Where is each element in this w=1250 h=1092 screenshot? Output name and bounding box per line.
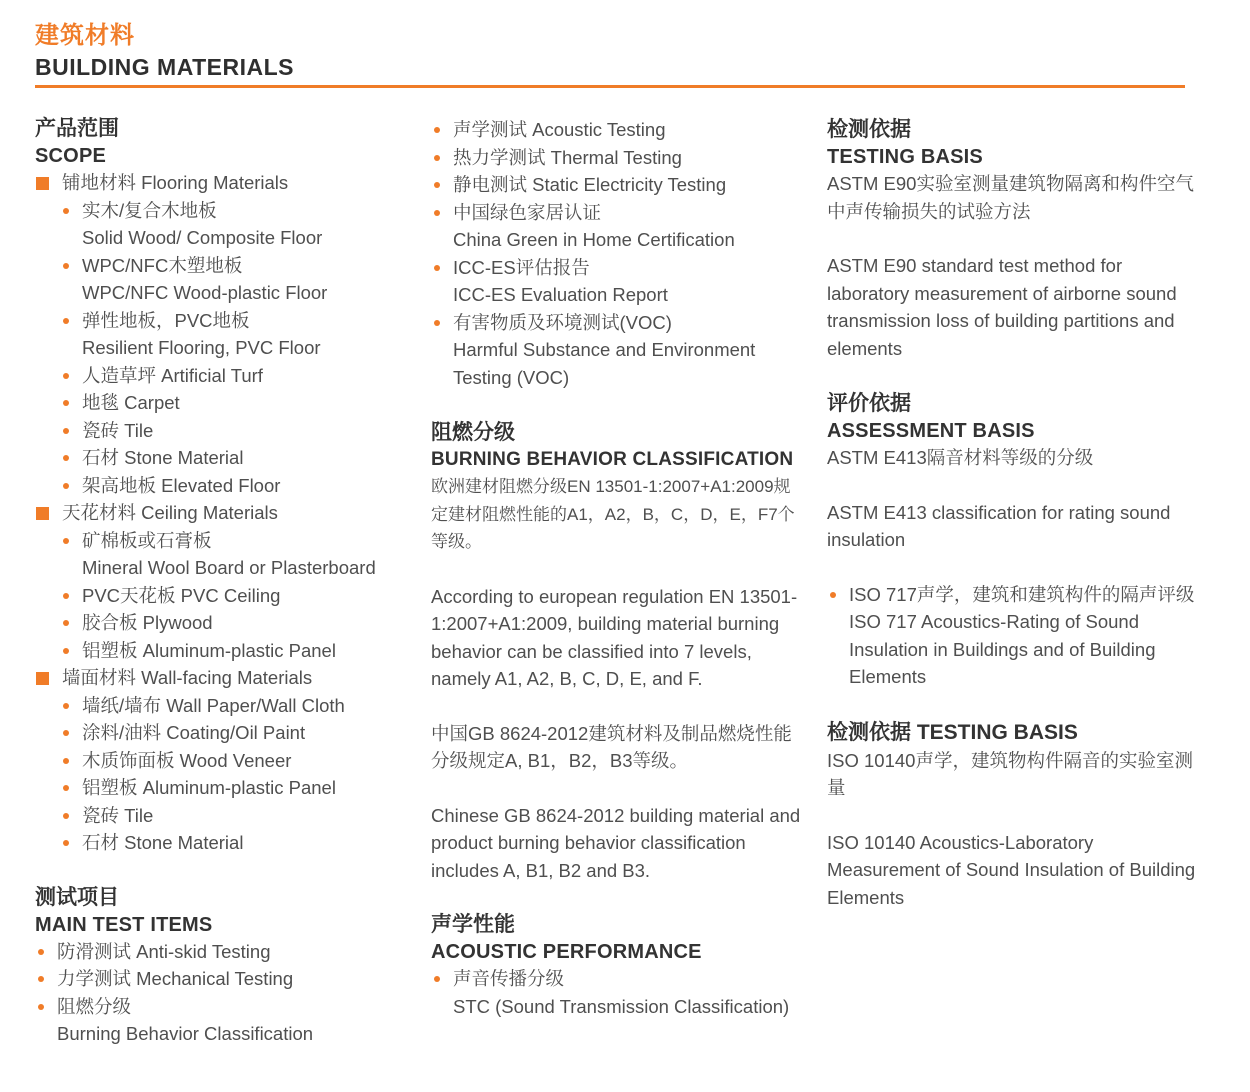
column-right <box>827 116 1197 911</box>
assessment-paragraph-en: ASTM E413 classification for rating sound insulation <box>827 501 1171 550</box>
list-item: ICC-ES评估报告 ICC-ES Evaluation Report <box>431 254 801 309</box>
scope-group-ceiling: 天花材料 Ceiling Materials <box>35 499 405 527</box>
list-item: 静电测试 Static Electricity Testing <box>431 171 801 199</box>
list-item: 声音传播分级 STC (Sound Transmission Classification) <box>431 965 801 1020</box>
list-item: ISO 717声学，建筑和建筑构件的隔声评级 ISO 717 Acoustics-Rating of Sound Insulation in Buildings and of Building Elements <box>827 581 1197 691</box>
list-item: WPC/NFC木塑地板 WPC/NFC Wood-plastic Floor <box>60 252 405 307</box>
acoustic-title-en: ACOUSTIC PERFORMANCE <box>431 941 702 963</box>
scope-group-flooring: 铺地材料 Flooring Materials <box>35 169 405 197</box>
burning-section <box>431 419 801 884</box>
flooring-list <box>35 197 405 500</box>
testing-basis-2-paragraph-cn: ISO 10140声学，建筑物构件隔音的实验室测量 <box>827 749 1193 798</box>
page-header <box>35 20 1185 82</box>
list-item: 实木/复合木地板 Solid Wood/ Composite Floor <box>60 197 405 252</box>
list-item: 声学测试 Acoustic Testing <box>431 116 801 144</box>
burning-paragraph-en-2: Chinese GB 8624-2012 building material and product burning behavior classification includes A, B1, B2 and B3. <box>431 804 801 881</box>
testing-basis-title-cn: 检测依据 <box>827 118 911 141</box>
testing-basis-title-en: TESTING BASIS <box>827 146 983 168</box>
list-item: 瓷砖 Tile <box>60 417 405 445</box>
testing-basis-2-paragraph-en: ISO 10140 Acoustics-Laboratory Measurement of Sound Insulation of Building Elements <box>827 831 1196 908</box>
page-title-en: BUILDING MATERIALS <box>35 54 295 80</box>
main-tests-list <box>35 938 405 1048</box>
page-title-cn: 建筑材料 <box>35 22 135 49</box>
ceiling-list <box>35 527 405 665</box>
list-item: 木质饰面板 Wood Veneer <box>60 747 405 775</box>
column-left <box>35 115 405 1048</box>
header-divider <box>35 85 1185 88</box>
assessment-paragraph-cn: ASTM E413隔音材料等级的分级 <box>827 447 1094 468</box>
assessment-list <box>827 581 1197 691</box>
assessment-title-cn: 评价依据 <box>827 392 911 415</box>
list-item: 胶合板 Plywood <box>60 609 405 637</box>
list-item: 矿棉板或石膏板 Mineral Wool Board or Plasterboard <box>60 527 405 582</box>
main-tests-list-continued <box>431 116 801 391</box>
list-item: 防滑测试 Anti-skid Testing <box>35 938 405 966</box>
scope-group-wall: 墙面材料 Wall-facing Materials <box>35 664 405 692</box>
list-item: 铝塑板 Aluminum-plastic Panel <box>60 774 405 802</box>
testing-basis-paragraph-en: ASTM E90 standard test method for laboratory measurement of airborne sound transmission loss of building partitions and elements <box>827 255 1177 359</box>
testing-basis-2-title: 检测依据 TESTING BASIS <box>827 720 1078 744</box>
list-item: 铝塑板 Aluminum-plastic Panel <box>60 637 405 665</box>
wall-list <box>35 692 405 857</box>
burning-paragraph-cn-2: 中国GB 8624-2012建筑材料及制品燃烧性能分级规定A, B1，B2，B3等级。 <box>431 722 792 771</box>
scope-section <box>35 115 405 857</box>
list-item: 阻燃分级 Burning Behavior Classification <box>35 993 405 1048</box>
burning-paragraph-cn-1: 欧洲建材阻燃分级EN 13501-1:2007+A1:2009规定建材阻燃性能的A1，A2，B，C，D，E，F7个等级。 <box>431 477 795 551</box>
list-item: 有害物质及环境测试(VOC) Harmful Substance and Environment Testing (VOC) <box>431 309 801 392</box>
list-item: 弹性地板，PVC地板 Resilient Flooring, PVC Floor <box>60 307 405 362</box>
burning-title-en: BURNING BEHAVIOR CLASSIFICATION <box>431 449 794 470</box>
list-item: 瓷砖 Tile <box>60 802 405 830</box>
list-item: 热力学测试 Thermal Testing <box>431 144 801 172</box>
list-item: 涂料/油料 Coating/Oil Paint <box>60 719 405 747</box>
assessment-section <box>827 390 1197 691</box>
list-item: 架高地板 Elevated Floor <box>60 472 405 500</box>
acoustic-list <box>431 965 801 1020</box>
acoustic-section <box>431 911 801 1020</box>
testing-basis-paragraph-cn: ASTM E90实验室测量建筑物隔离和构件空气中声传输损失的试验方法 <box>827 173 1194 222</box>
acoustic-title-cn: 声学性能 <box>431 913 515 936</box>
scope-title-en: SCOPE <box>35 145 107 167</box>
list-item: 石材 Stone Material <box>60 829 405 857</box>
list-item: 力学测试 Mechanical Testing <box>35 965 405 993</box>
scope-title-cn: 产品范围 <box>35 117 119 140</box>
list-item: 地毯 Carpet <box>60 389 405 417</box>
list-item: 石材 Stone Material <box>60 444 405 472</box>
list-item: 墙纸/墙布 Wall Paper/Wall Cloth <box>60 692 405 720</box>
testing-basis-2-section <box>827 719 1197 912</box>
list-item: PVC天花板 PVC Ceiling <box>60 582 405 610</box>
assessment-title-en: ASSESSMENT BASIS <box>827 420 1035 442</box>
column-middle <box>431 116 801 1020</box>
main-tests-title-en: MAIN TEST ITEMS <box>35 913 213 936</box>
burning-title-cn: 阻燃分级 <box>431 421 515 444</box>
list-item: 中国绿色家居认证 China Green in Home Certification <box>431 199 801 254</box>
testing-basis-section <box>827 116 1197 362</box>
list-item: 人造草坪 Artificial Turf <box>60 362 405 390</box>
main-tests-title-cn: 测试项目 <box>35 885 119 909</box>
main-tests-section <box>35 884 405 1048</box>
burning-paragraph-en-1: According to european regulation EN 13501-1:2007+A1:2009, building material burning behavior can be classified into 7 levels, namely A1, A2, B, C, D, E, and F. <box>431 585 798 689</box>
